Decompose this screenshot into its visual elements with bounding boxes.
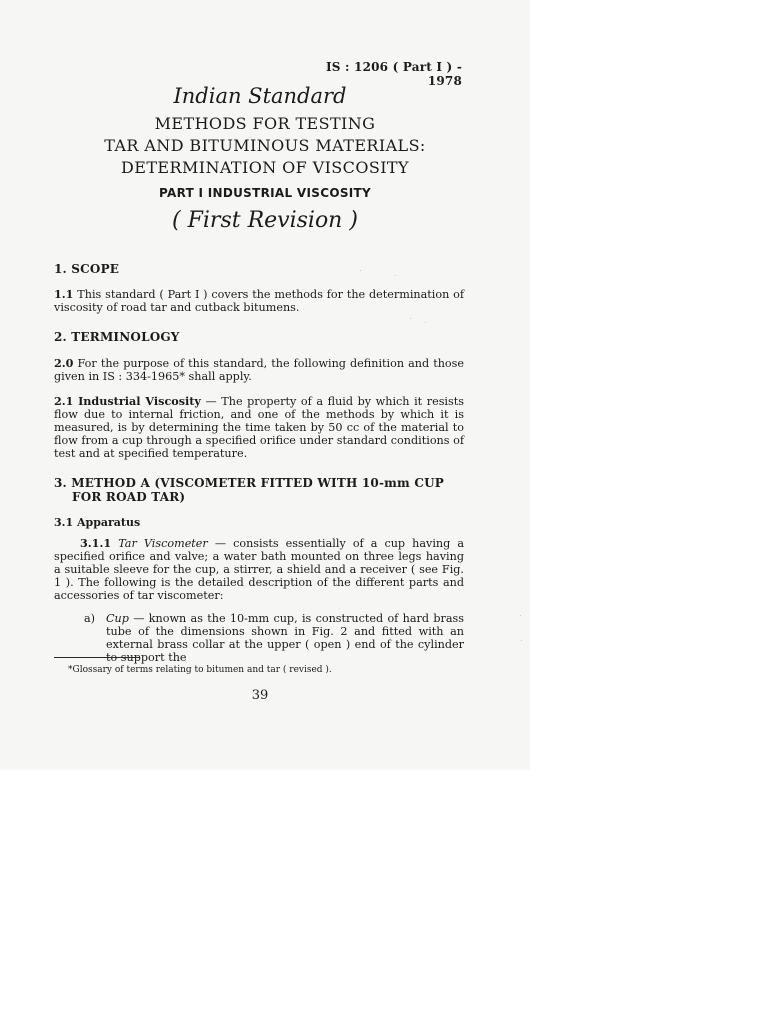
revision-label: ( First Revision ) — [172, 208, 358, 233]
scan-speck — [360, 270, 361, 271]
list-item-a — [84, 612, 464, 664]
publisher-line: Indian Standard — [173, 84, 347, 108]
section-method-a-heading — [54, 476, 474, 504]
scan-speck — [395, 275, 396, 276]
clause-text: For the purpose of this standard, the following definition and those given in IS : 334-1965* shall apply. — [54, 357, 465, 383]
defined-term: Cup — [106, 612, 129, 625]
clause-2-0 — [54, 357, 464, 383]
clause-text: — consists essentially of a cup having a specified orifice and valve; a water bath mounted on three legs having a suitable sleeve for the cup, a stirrer, a shield and a receiver ( see Fig. 1 ). The following is the detailed description of the different parts and accessories of tar viscometer: — [54, 537, 464, 602]
list-item-text: — known as the 10-mm cup, is constructed of hard brass tube of the dimensions shown in Fig. 2 and fitted with an external brass collar at the upper ( open ) end of the cylinder to support the — [106, 612, 464, 664]
title-line-1: METHODS FOR TESTING — [154, 114, 376, 133]
title-line-2: TAR AND BITUMINOUS MATERIALS: — [104, 136, 426, 155]
heading-line-2: FOR ROAD TAR) — [72, 490, 186, 504]
scan-speck — [410, 318, 411, 319]
clause-number: 2.1 — [54, 394, 74, 408]
clause-text: This standard ( Part I ) covers the methods for the determination of viscosity of road tar and cutback bitumens. — [54, 288, 464, 314]
clause-number: 1.1 — [54, 287, 74, 301]
footnote-divider — [54, 657, 139, 658]
clause-text: — The property of a fluid by which it resists flow due to internal friction, and one of the methods by which it is measured, is by determining the time taken by 50 cc of the material to flow from a cup through a specified orifice under standard conditions of test and at specified temperature. — [54, 395, 464, 460]
scan-speck — [521, 640, 522, 641]
defined-term: Industrial Viscosity — [78, 394, 201, 408]
page-number: 39 — [251, 688, 269, 703]
scan-speck — [520, 615, 521, 616]
heading-line-1: 3. METHOD A (VISCOMETER FITTED WITH 10-mm CUP — [54, 476, 444, 490]
footnote: *Glossary of terms relating to bitumen and tar ( revised ). — [68, 665, 332, 675]
title-line-3: DETERMINATION OF VISCOSITY — [121, 158, 409, 177]
clause-number: 2.0 — [54, 356, 74, 370]
clause-2-1 — [54, 395, 464, 460]
clause-3-1-1 — [54, 537, 464, 602]
standard-number: IS : 1206 ( Part I ) - 1978 — [325, 60, 462, 88]
section-terminology-heading: 2. TERMINOLOGY — [54, 330, 180, 344]
clause-number: 3.1.1 — [80, 536, 112, 550]
list-item-label: a) — [84, 612, 96, 625]
apparatus-subheading: 3.1 Apparatus — [54, 516, 141, 529]
scan-speck — [425, 322, 426, 323]
clause-1-1 — [54, 288, 464, 314]
part-heading: PART I INDUSTRIAL VISCOSITY — [158, 186, 372, 200]
defined-term: Tar Viscometer — [118, 537, 208, 550]
section-scope-heading: 1. SCOPE — [54, 262, 120, 276]
